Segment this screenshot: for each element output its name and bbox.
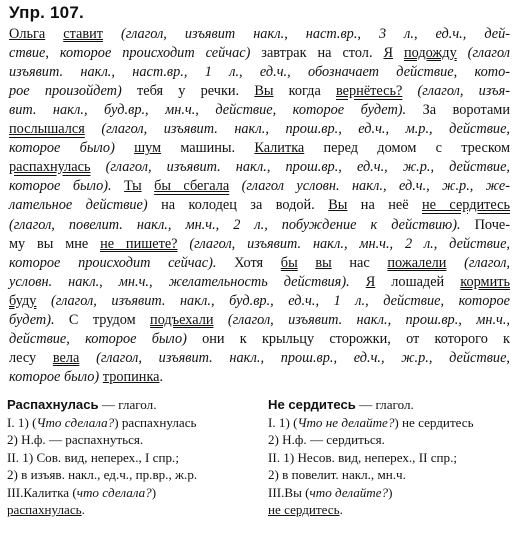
underlined-word: Вы xyxy=(328,197,348,214)
text-segment: действие, которое было) xyxy=(9,330,187,347)
text-segment: которое было) xyxy=(9,140,115,157)
text-segment xyxy=(142,178,154,194)
underlined-word: бы xyxy=(280,254,298,271)
underlined-word: Я xyxy=(365,273,376,290)
text-segment: II. 1) Сов. вид, неперех., I спр.; xyxy=(7,449,179,465)
text-segment: I. 1) ( xyxy=(268,414,298,430)
text-segment: изъявит. накл., наст.вр., 1 л., ед.ч., обозначает действие, кото- xyxy=(9,64,510,81)
text-segment: тебя у речки. xyxy=(121,83,255,100)
analysis-row xyxy=(7,501,245,519)
underlined-word: Калитка xyxy=(254,140,305,157)
text-segment xyxy=(115,140,134,156)
paragraph-line xyxy=(9,273,510,292)
text-segment: которое было) xyxy=(9,368,100,385)
text-segment: вит. накл., буд.вр., мн.ч., действие, которое будет). xyxy=(9,102,407,119)
text-segment: нас xyxy=(331,254,388,271)
text-segment xyxy=(350,274,366,290)
underlined-word: не сердитесь xyxy=(268,502,340,517)
underlined-word: кормить xyxy=(460,273,511,290)
underlined-word: пожалели xyxy=(387,254,447,271)
analysis-row xyxy=(7,449,245,467)
text-segment: (глагол, изъявит. накл., мн.ч., 2 л., действие, xyxy=(177,235,511,252)
underlined-word: вы xyxy=(315,254,332,271)
text-segment: му вы мне xyxy=(9,235,101,252)
text-segment: — глагол. xyxy=(98,397,157,412)
text-segment: С трудом xyxy=(54,311,151,328)
analysis-raspakhnulas xyxy=(7,396,245,519)
text-segment: ) xyxy=(388,484,393,500)
paragraph-line xyxy=(9,330,510,349)
underlined-word: подожду xyxy=(403,45,457,62)
underlined-word: Вы xyxy=(254,83,274,100)
analysis-row xyxy=(7,431,245,449)
text-segment: . xyxy=(339,502,343,517)
text-segment: (глагол xyxy=(456,45,510,62)
text-segment: ) xyxy=(151,484,157,500)
exercise-title: Упр. 107. xyxy=(9,3,84,22)
text-segment: лательное действие) xyxy=(9,197,148,214)
underlined-word: не сердитесь xyxy=(422,197,510,214)
paragraph-line xyxy=(9,139,510,158)
text-segment: (глагол, изъявит накл., наст.вр., 3 л., ед.ч., дей- xyxy=(102,26,510,42)
paragraph-line xyxy=(9,368,510,387)
text-segment xyxy=(393,45,404,61)
underlined-word: вела xyxy=(52,349,80,366)
text-segment: на неё xyxy=(347,197,422,214)
text-segment: (глагол, изъя- xyxy=(402,83,510,100)
analysis-row xyxy=(268,449,506,467)
paragraph-line xyxy=(9,158,510,177)
text-segment: которое было). xyxy=(9,178,112,195)
text-segment: (глагол, изъявит. накл., прош.вр., ед.ч., ж.р., действие, xyxy=(79,349,510,366)
text-segment: . xyxy=(81,502,85,517)
underlined-word: Ольга xyxy=(9,26,46,42)
text-segment xyxy=(112,178,124,194)
text-segment: когда xyxy=(273,83,337,100)
paragraph-line xyxy=(9,235,510,254)
analysis-heading: Распахнулась xyxy=(7,397,99,412)
text-segment: III.Калитка ( xyxy=(7,484,77,500)
text-segment: ) распахнулась xyxy=(114,414,197,430)
text-segment: будет). xyxy=(9,311,55,328)
text-segment: . xyxy=(159,368,164,385)
paragraph-line xyxy=(9,82,510,101)
text-segment: условн. накл., мн.ч., желательность действия). xyxy=(9,273,350,290)
analysis-row xyxy=(268,501,506,519)
text-segment: 2) Н.ф. — распахнуться. xyxy=(7,432,144,447)
text-segment: лошадей xyxy=(375,273,461,290)
text-segment xyxy=(298,255,316,271)
text-segment: Поче- xyxy=(460,216,510,233)
text-segment: (глагол условн. накл., ед.ч., ж.р., же- xyxy=(229,178,510,195)
underlined-word: Я xyxy=(383,45,394,62)
text-segment: (глагол, изъявит. накл., прош.вр., мн.ч., xyxy=(213,311,510,328)
text-segment: что делайте? xyxy=(309,484,389,500)
underlined-word: тропинка xyxy=(102,368,160,385)
text-segment: (глагол, изъявит. накл., прош.вр., ед.ч., м.р., действие, xyxy=(84,121,510,138)
analysis-title-row xyxy=(7,396,245,414)
text-segment: ствие, которое происходит сейчас) xyxy=(9,45,251,62)
underlined-word: ставит xyxy=(63,26,103,42)
text-segment: I. 1) ( xyxy=(7,414,37,430)
paragraph-line xyxy=(9,292,510,311)
text-segment: ) не сердитесь xyxy=(394,414,474,430)
paragraph-line xyxy=(9,25,510,44)
text-segment: (глагол, изъявит. накл., буд.вр., ед.ч., 1 л., действие, которое xyxy=(36,292,510,309)
paragraph-line xyxy=(9,254,510,273)
analysis-title-row xyxy=(268,396,506,414)
paragraph-line xyxy=(9,349,510,368)
paragraph-line xyxy=(9,177,510,196)
underlined-word: вернётесь? xyxy=(336,83,403,100)
text-segment: (глагол, повелит. накл., мн.ч., 2 л., побуждение к действию). xyxy=(9,216,461,233)
paragraph-line xyxy=(9,120,510,139)
text-segment: завтрак на стол. xyxy=(250,45,384,62)
analysis-row xyxy=(268,484,506,502)
text-segment xyxy=(45,26,63,42)
text-segment: Что не делайте? xyxy=(297,414,395,430)
underlined-word: Ты xyxy=(124,178,142,195)
analysis-row xyxy=(268,466,506,484)
paragraph-line xyxy=(9,216,510,235)
analysis-row xyxy=(268,414,506,432)
text-segment: рое произойдет) xyxy=(9,83,122,100)
text-segment: которое происходит сейчас). xyxy=(9,254,217,271)
text-segment: что сделала? xyxy=(76,484,152,500)
analysis-row xyxy=(7,466,245,484)
text-segment: 2) в повелит. накл., мн.ч. xyxy=(268,467,406,482)
text-segment: (глагол, xyxy=(446,254,511,271)
paragraph-line xyxy=(9,44,510,63)
text-segment: Что сделала? xyxy=(36,414,115,430)
text-segment: 2) в изъяв. накл., ед.ч., пр.вр., ж.р. xyxy=(7,467,198,482)
text-segment: За воротами xyxy=(406,102,510,119)
underlined-word: подъехали xyxy=(150,311,214,328)
text-segment: III.Вы ( xyxy=(268,484,310,500)
underlined-word: распахнулась xyxy=(9,159,91,176)
paragraph-line xyxy=(9,63,510,82)
underlined-word: послышался xyxy=(9,121,85,138)
underlined-word: не пишете? xyxy=(100,235,178,252)
underlined-word: буду xyxy=(9,292,37,309)
paragraph-line xyxy=(9,311,510,330)
analysis-ne-serdites xyxy=(268,396,506,519)
paragraph-line xyxy=(9,196,510,215)
text-segment: Хотя xyxy=(216,254,281,271)
analysis-row xyxy=(7,484,245,502)
underlined-word: распахнулась xyxy=(7,502,82,517)
text-segment: (глагол, изъявит. накл., прош.вр., ед.ч., ж.р., действие, xyxy=(90,159,510,176)
paragraph-line xyxy=(9,101,510,120)
analysis-heading: Не сердитесь xyxy=(268,397,356,412)
text-segment: на колодец за водой. xyxy=(147,197,329,214)
text-segment: II. 1) Несов. вид, неперех., II спр.; xyxy=(268,449,457,465)
analysis-row xyxy=(268,431,506,449)
underlined-word: шум xyxy=(134,140,162,157)
underlined-word: бы сбегала xyxy=(154,178,230,195)
text-segment: лесу xyxy=(9,349,53,366)
analysis-row xyxy=(7,414,245,432)
text-segment: — глагол. xyxy=(355,397,414,412)
text-segment: они к крыльцу сторожки, от которого к xyxy=(186,330,511,347)
text-segment: перед домом с треском xyxy=(304,140,510,157)
text-segment: 2) Н.ф. — сердиться. xyxy=(268,432,385,447)
text-segment: машины. xyxy=(161,140,255,157)
